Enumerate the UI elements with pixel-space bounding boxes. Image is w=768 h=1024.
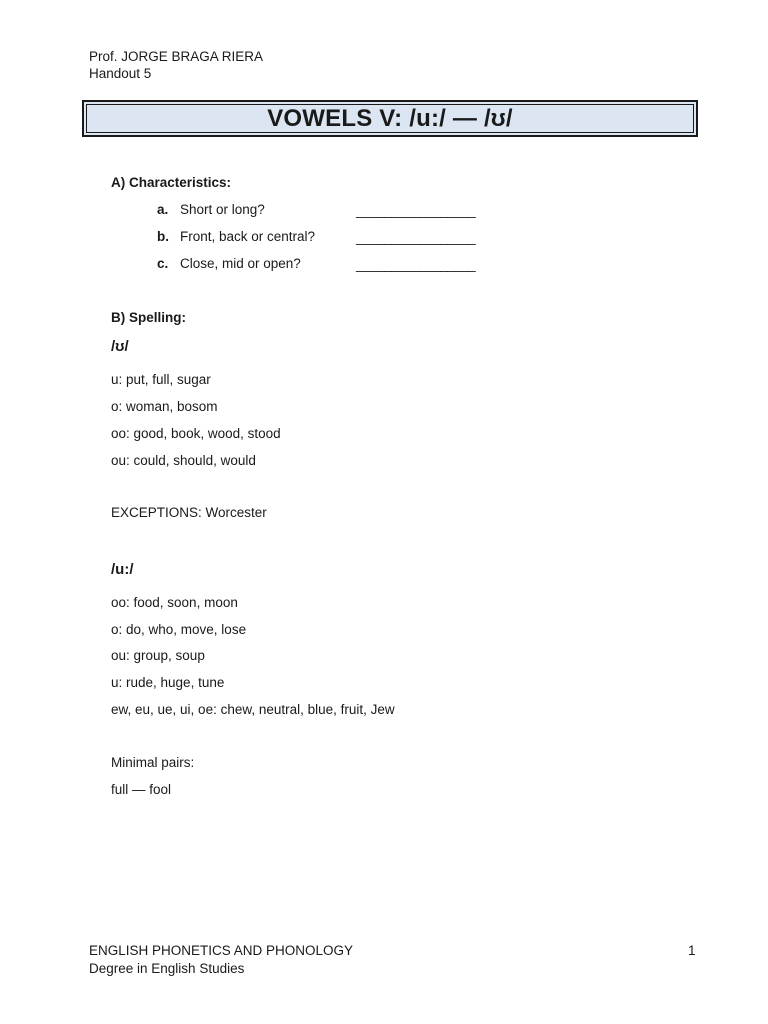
minimal-pair: full — fool: [111, 782, 172, 797]
spelling-line: u: rude, huge, tune: [111, 675, 225, 690]
spelling-line: oo: good, book, wood, stood: [111, 426, 281, 441]
title-box: [82, 100, 698, 137]
spelling-line: ou: group, soup: [111, 648, 205, 663]
spelling-line: o: woman, bosom: [111, 399, 218, 414]
long-vowel-symbol: /u:/: [111, 561, 134, 578]
spelling-line: ou: could, should, would: [111, 453, 256, 468]
item-letter: c.: [157, 256, 169, 271]
answer-blank: _________________: [356, 257, 476, 272]
exceptions-line: EXCEPTIONS: Worcester: [111, 505, 267, 520]
section-a-heading: A) Characteristics:: [111, 175, 232, 190]
answer-blank: _________________: [356, 203, 476, 218]
spelling-line: o: do, who, move, lose: [111, 622, 247, 637]
item-letter: a.: [157, 202, 169, 217]
minimal-pairs-label: Minimal pairs:: [111, 755, 195, 770]
short-vowel-symbol: /ʊ/: [111, 338, 129, 355]
page-number: 1: [688, 943, 696, 958]
item-question: Close, mid or open?: [180, 256, 301, 271]
spelling-line: ew, eu, ue, ui, oe: chew, neutral, blue, fruit, Jew: [111, 702, 395, 717]
spelling-line: u: put, full, sugar: [111, 372, 211, 387]
handout-label: Handout 5: [89, 66, 152, 81]
spelling-line: oo: food, soon, moon: [111, 595, 238, 610]
section-b-heading: B) Spelling:: [111, 310, 186, 325]
item-question: Short or long?: [180, 202, 265, 217]
author-name: Prof. JORGE BRAGA RIERA: [89, 49, 264, 64]
answer-blank: _________________: [356, 230, 476, 245]
page-title: VOWELS V: /u:/ — /ʊ/: [267, 104, 513, 132]
item-letter: b.: [157, 229, 169, 244]
footer-degree: Degree in English Studies: [89, 961, 245, 976]
item-question: Front, back or central?: [180, 229, 316, 244]
footer-course: ENGLISH PHONETICS AND PHONOLOGY: [89, 943, 354, 958]
